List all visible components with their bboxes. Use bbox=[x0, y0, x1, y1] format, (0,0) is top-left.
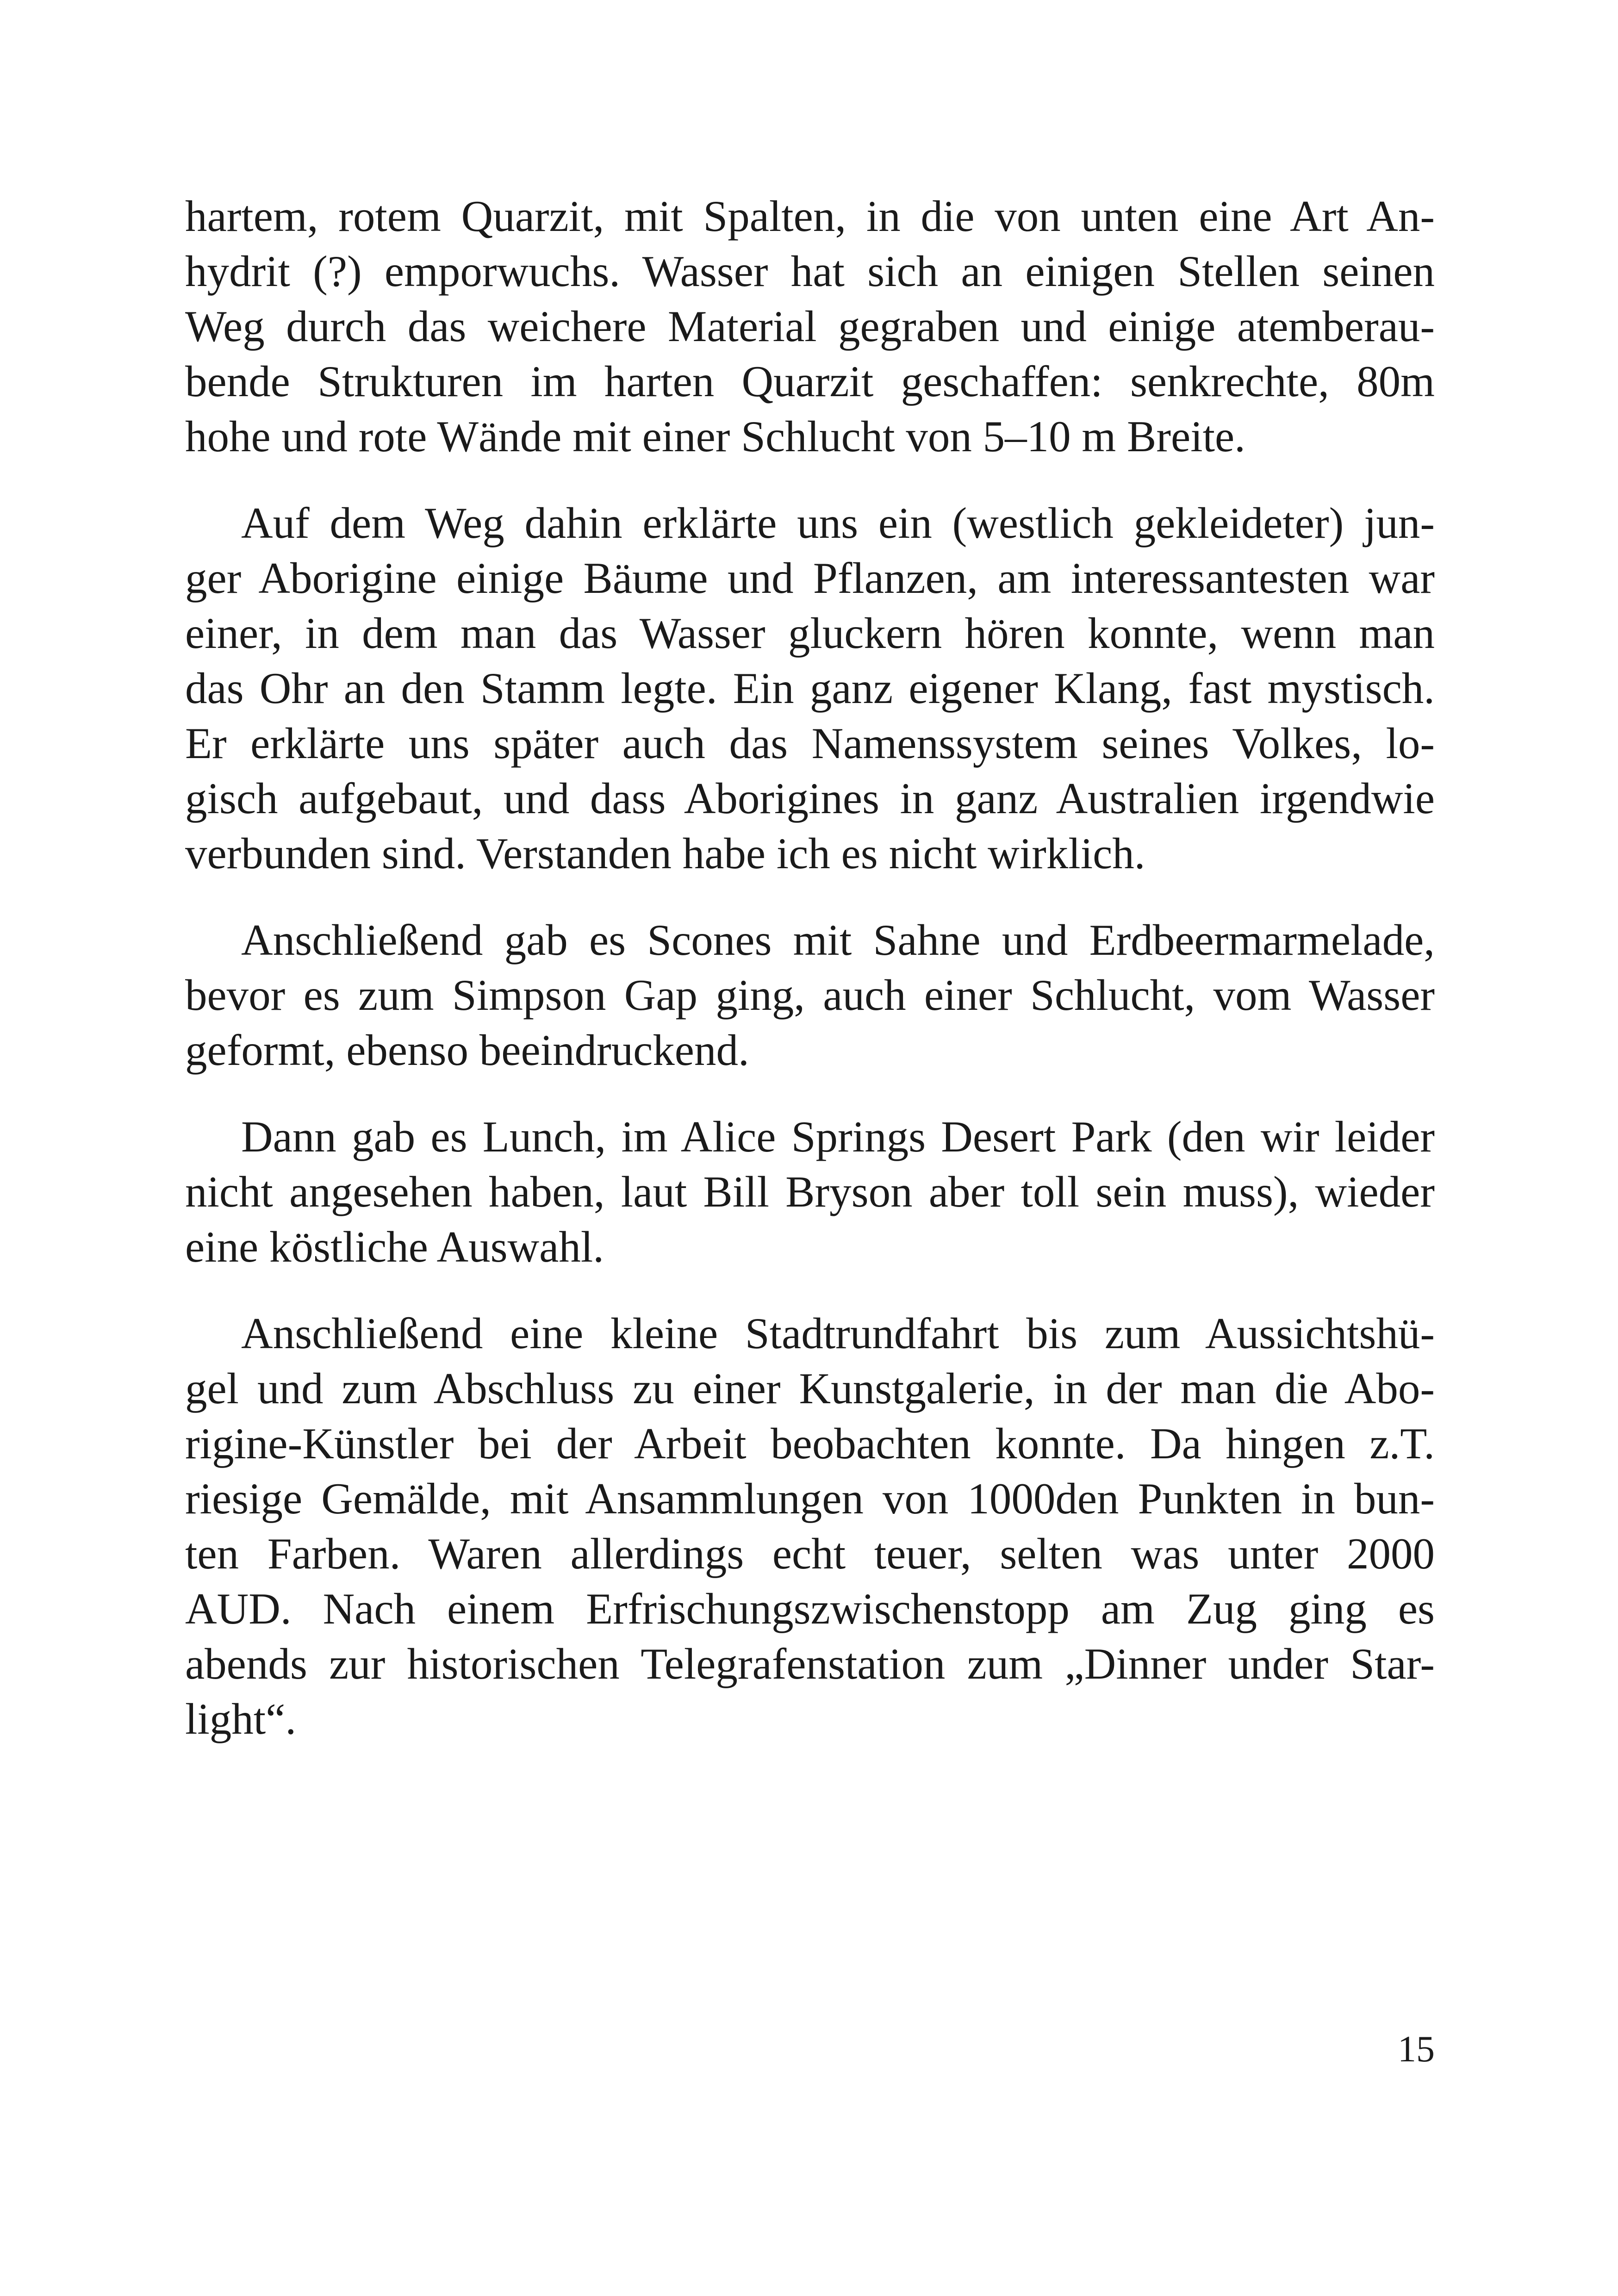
page-number: 15 bbox=[1398, 2029, 1435, 2070]
text-line: gisch aufgebaut, und dass Aborigines in ganz Australien irgendwie bbox=[185, 774, 1435, 823]
text-line: abends zur historischen Telegrafenstation zum „Dinner under Star- bbox=[185, 1639, 1435, 1688]
text-line: eine köstliche Auswahl. bbox=[185, 1222, 604, 1271]
text-line: ger Aborigine einige Bäume und Pflanzen, am interessantesten war bbox=[185, 554, 1435, 603]
text-line: bevor es zum Simpson Gap ging, auch einer Schlucht, vom Wasser bbox=[185, 971, 1435, 1020]
paragraph-1 bbox=[185, 189, 1435, 464]
text-line: riesige Gemälde, mit Ansammlungen von 1000den Punkten in bun- bbox=[185, 1474, 1435, 1523]
paragraph-2 bbox=[185, 496, 1435, 881]
text-line: hydrit (?) emporwuchs. Wasser hat sich an einigen Stellen seinen bbox=[185, 247, 1435, 296]
text-line: rigine-Künstler bei der Arbeit beobachten konnte. Da hingen z.T. bbox=[185, 1419, 1435, 1468]
text-line: Er erklärte uns später auch das Namenssystem seines Volkes, lo- bbox=[185, 719, 1435, 768]
paragraph-4 bbox=[185, 1109, 1435, 1275]
text-line: hohe und rote Wände mit einer Schlucht von 5–10 m Breite. bbox=[185, 412, 1245, 461]
text-line: hartem, rotem Quarzit, mit Spalten, in die von unten eine Art An- bbox=[185, 192, 1435, 241]
text-line: Weg durch das weichere Material gegraben und einige atemberau- bbox=[185, 302, 1435, 351]
text-line: Anschließend eine kleine Stadtrundfahrt bis zum Aussichtshü- bbox=[241, 1309, 1435, 1358]
text-line: bende Strukturen im harten Quarzit geschaffen: senkrechte, 80m bbox=[185, 357, 1435, 406]
paragraph-5 bbox=[185, 1306, 1435, 1747]
text-line: AUD. Nach einem Erfrischungszwischenstopp am Zug ging es bbox=[185, 1584, 1435, 1633]
text-line: geformt, ebenso beeindruckend. bbox=[185, 1026, 749, 1075]
text-line: nicht angesehen haben, laut Bill Bryson aber toll sein muss), wieder bbox=[185, 1167, 1435, 1216]
text-line: ten Farben. Waren allerdings echt teuer, selten was unter 2000 bbox=[185, 1529, 1435, 1578]
body-text bbox=[185, 189, 1435, 1747]
text-line: einer, in dem man das Wasser gluckern hören konnte, wenn man bbox=[185, 609, 1435, 658]
paragraph-3 bbox=[185, 913, 1435, 1078]
text-line: das Ohr an den Stamm legte. Ein ganz eigener Klang, fast mystisch. bbox=[185, 664, 1435, 713]
text-line: light“. bbox=[185, 1694, 297, 1743]
text-line: verbunden sind. Verstanden habe ich es nicht wirklich. bbox=[185, 829, 1145, 878]
text-line: Anschließend gab es Scones mit Sahne und Erdbeermarmelade, bbox=[241, 915, 1435, 964]
text-line: Auf dem Weg dahin erklärte uns ein (westlich gekleideter) jun- bbox=[241, 498, 1435, 548]
text-line: gel und zum Abschluss zu einer Kunstgalerie, in der man die Abo- bbox=[185, 1364, 1435, 1413]
text-line: Dann gab es Lunch, im Alice Springs Desert Park (den wir leider bbox=[241, 1112, 1435, 1161]
